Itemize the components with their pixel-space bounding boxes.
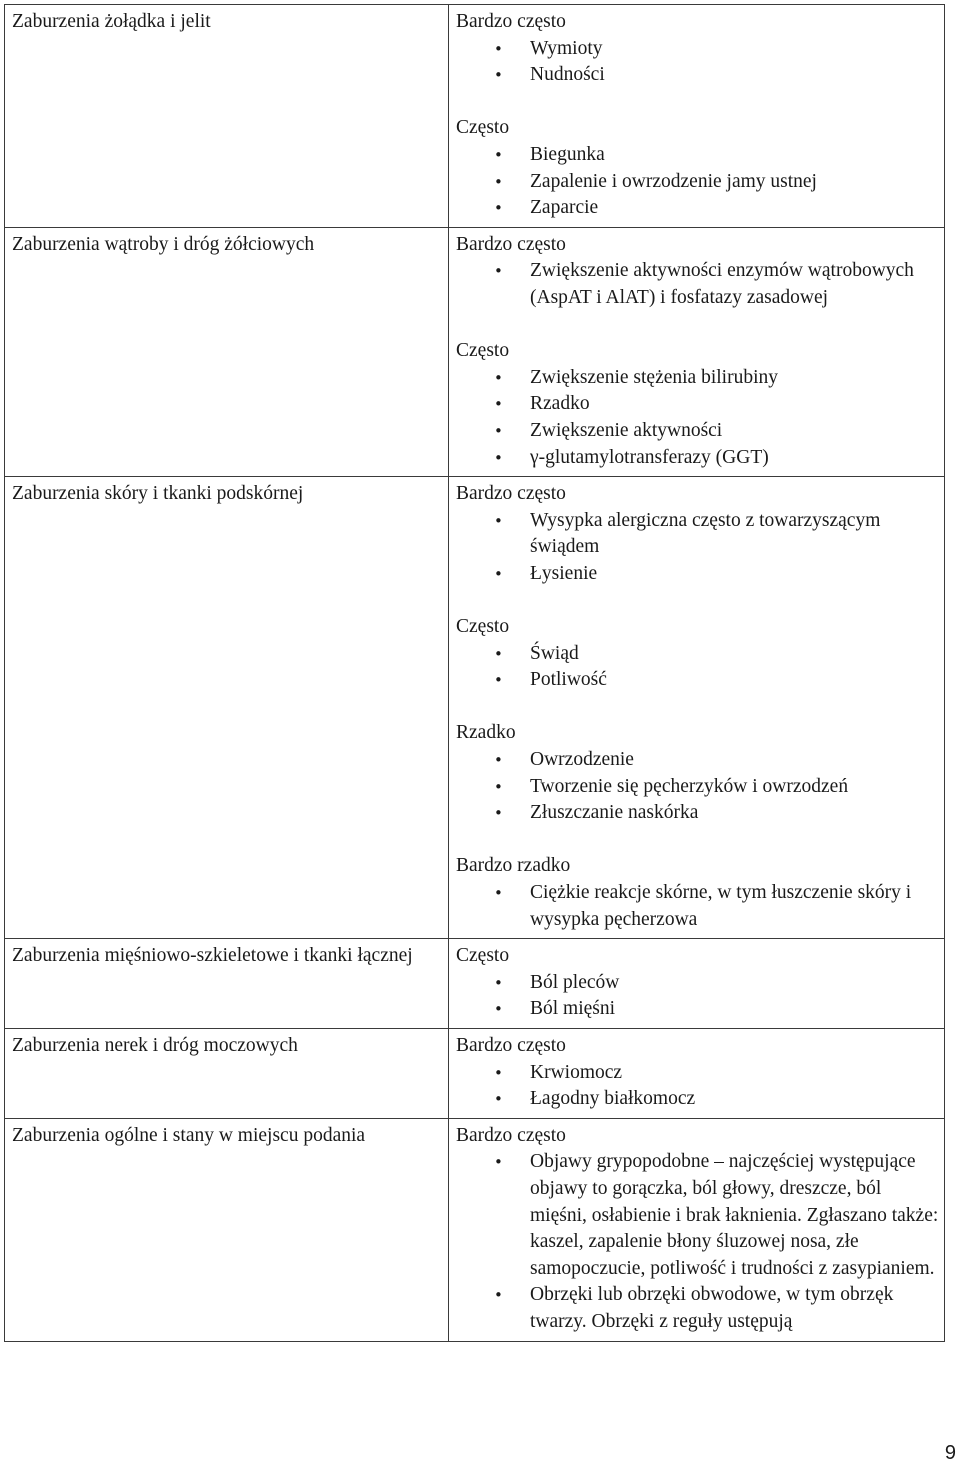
frequency-group	[456, 1123, 940, 1336]
table-row	[5, 1028, 945, 1118]
frequency-label: Często	[456, 117, 510, 139]
effect-list	[456, 1149, 940, 1335]
organ-class-cell: Zaburzenia wątroby i dróg żółciowych	[5, 227, 449, 476]
list-item: • Zwiększenie stężenia bilirubiny	[530, 365, 940, 392]
organ-class-cell: Zaburzenia mięśniowo-szkieletowe i tkanki łącznej	[5, 939, 449, 1029]
table-row	[5, 477, 945, 939]
list-item: • Ból mięśni	[530, 996, 940, 1023]
list-item: • Ból pleców	[530, 970, 940, 997]
organ-class-cell: Zaburzenia ogólne i stany w miejscu podania	[5, 1118, 449, 1341]
list-item: • Wymioty	[530, 36, 940, 63]
frequency-group	[456, 720, 940, 826]
table-row	[5, 1118, 945, 1341]
effect-list	[456, 36, 940, 89]
frequency-label: Bardzo często	[456, 1124, 566, 1146]
list-item: • Rzadko	[530, 391, 940, 418]
list-item: • γ-glutamylotransferazy (GGT)	[530, 445, 940, 472]
page-number: 9	[944, 1442, 956, 1464]
effect-list	[456, 508, 940, 588]
frequency-label: Bardzo często	[456, 1034, 566, 1056]
list-item: • Tworzenie się pęcherzyków i owrzodzeń	[530, 774, 940, 801]
list-item: • Nudności	[530, 62, 940, 89]
frequency-group	[456, 853, 940, 933]
list-item: • Owrzodzenie	[530, 747, 940, 774]
list-item: • Krwiomocz	[530, 1060, 940, 1087]
frequency-group	[456, 115, 940, 221]
list-item: • Biegunka	[530, 142, 940, 169]
list-item: • Złuszczanie naskórka	[530, 800, 940, 827]
effects-cell	[449, 477, 945, 939]
frequency-group	[456, 1033, 940, 1113]
frequency-group	[456, 481, 940, 587]
frequency-label: Bardzo często	[456, 233, 566, 255]
table-row	[5, 5, 945, 228]
effect-list	[456, 641, 940, 694]
effect-list	[456, 142, 940, 222]
effects-cell	[449, 939, 945, 1029]
list-item: • Zapalenie i owrzodzenie jamy ustnej	[530, 169, 940, 196]
frequency-group	[456, 338, 940, 471]
frequency-label: Bardzo często	[456, 483, 566, 505]
list-item: • Obrzęki lub obrzęki obwodowe, w tym obrzęk twarzy. Obrzęki z reguły ustępują	[530, 1282, 940, 1335]
effects-cell	[449, 5, 945, 228]
list-item: • Łagodny białkomocz	[530, 1086, 940, 1113]
organ-class-cell: Zaburzenia żołądka i jelit	[5, 5, 449, 228]
list-item: • Potliwość	[530, 667, 940, 694]
list-item: • Zwiększenie aktywności enzymów wątrobowych (AspAT i AlAT) i fosfatazy zasadowej	[530, 258, 940, 311]
effect-list	[456, 970, 940, 1023]
effect-list	[456, 1060, 940, 1113]
frequency-group	[456, 232, 940, 312]
effects-cell	[449, 227, 945, 476]
frequency-label: Bardzo rzadko	[456, 855, 571, 877]
frequency-label: Często	[456, 340, 510, 362]
effect-list	[456, 880, 940, 933]
table-row	[5, 227, 945, 476]
frequency-group	[456, 9, 940, 89]
organ-class-cell: Zaburzenia nerek i dróg moczowych	[5, 1028, 449, 1118]
list-item: • Zaparcie	[530, 195, 940, 222]
list-item: • Łysienie	[530, 561, 940, 588]
organ-class-cell: Zaburzenia skóry i tkanki podskórnej	[5, 477, 449, 939]
list-item: • Ciężkie reakcje skórne, w tym łuszczenie skóry i wysypka pęcherzowa	[530, 880, 940, 933]
effects-cell	[449, 1028, 945, 1118]
list-item: • Objawy grypopodobne – najczęściej występujące objawy to gorączka, ból głowy, dreszcze, ból mięśni, osłabienie i brak łaknienia. Zgłaszano także: kaszel, zapalenie błony śluzowej nosa, złe samopoczucie, potliwość i trudności z zasypianiem.	[530, 1149, 940, 1282]
frequency-label: Rzadko	[456, 722, 516, 744]
frequency-label: Często	[456, 945, 510, 967]
frequency-group	[456, 943, 940, 1023]
effect-list	[456, 365, 940, 471]
frequency-label: Często	[456, 616, 510, 638]
list-item: • Zwiększenie aktywności	[530, 418, 940, 445]
effects-cell	[449, 1118, 945, 1341]
frequency-label: Bardzo często	[456, 11, 566, 32]
effect-list	[456, 258, 940, 311]
frequency-group	[456, 614, 940, 694]
adverse-effects-table-body	[5, 5, 945, 1342]
adverse-effects-table	[4, 4, 945, 1342]
list-item: • Świąd	[530, 641, 940, 668]
effect-list	[456, 747, 940, 827]
list-item: • Wysypka alergiczna często z towarzyszącym świądem	[530, 508, 940, 561]
table-row	[5, 939, 945, 1029]
